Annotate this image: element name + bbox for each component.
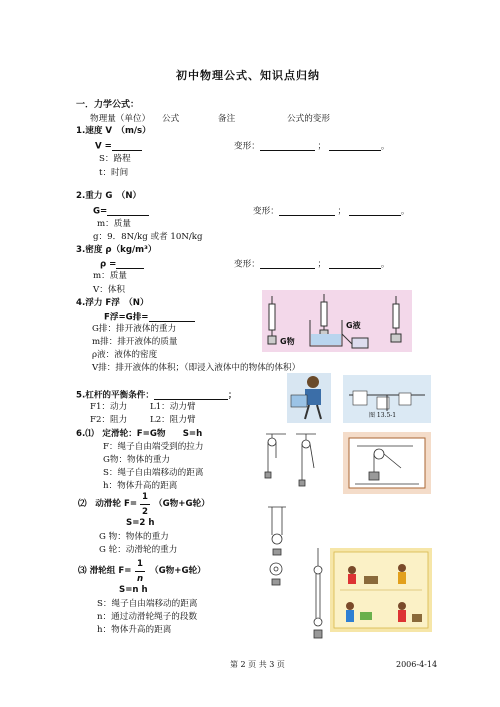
col-formula: 公式 (162, 114, 180, 124)
density-m: m：质量 (93, 271, 127, 281)
pulley-g: G物：物体的重力 (103, 455, 171, 465)
density-title: 3.密度 ρ（kg/m³） (76, 245, 157, 255)
pulley-moving-gw: G 轮：动滑轮的重力 (99, 545, 178, 555)
lever-f1: F1：动力 (90, 402, 128, 412)
buoyancy-rho: ρ液：液体的密度 (92, 350, 158, 360)
speed-variant: 变形： ； 。 (234, 141, 390, 152)
buoyancy-v: V排：排开液体的体积；（即浸入液体中的物体的体积） (92, 363, 301, 373)
pulley-frame-illustration (343, 432, 431, 494)
pulley-moving-fraction: $\frac{1}{2}$ (140, 492, 150, 517)
moving-pulley-figure (262, 505, 292, 587)
lever-l1: L1：动力臂 (150, 402, 196, 412)
gravity-formula: G= (93, 206, 149, 216)
col-note: 备注 (218, 114, 236, 124)
pulley-group-h: h：物体升高的距离 (97, 625, 172, 635)
pulley-h: h：物体升高的距离 (103, 481, 178, 491)
g-liquid-label: G液 (346, 321, 361, 330)
pulley-moving-tail: （G物+G轮） (154, 499, 210, 509)
density-variant: 变形： ； 。 (234, 259, 390, 270)
lever-balance-figure (343, 375, 431, 423)
document-title: 初中物理公式、知识点归纳 (176, 69, 320, 82)
lever-person-figure (287, 373, 331, 423)
buoyancy-formula: F浮=G排= (104, 312, 195, 322)
g-object-label: G物 (280, 337, 295, 346)
pulley-group-fraction: $\frac{1}{n}$ (136, 559, 144, 584)
lever-f2: F2：阻力 (90, 415, 128, 425)
pulley-group-tail: （G物+G轮） (150, 566, 206, 576)
pulley-group-figure (313, 548, 323, 640)
fixed-pulley-illustration (262, 432, 322, 494)
pulley-f: F：绳子自由端受到的拉力 (103, 442, 204, 452)
density-v: V：体积 (93, 285, 125, 295)
page-number: 第 2 页 共 3 页 (230, 660, 285, 669)
speed-s: S：路程 (99, 154, 131, 164)
buoyancy-figure (262, 290, 412, 352)
pulley-group-illustration (313, 548, 323, 640)
pulley-moving-s: S=2 h (126, 518, 155, 528)
gravity-title: 2.重力 G （N） (76, 191, 142, 201)
person-illustration (287, 373, 331, 423)
buoyancy-title: 4.浮力 F浮 （N） (76, 298, 149, 308)
fixed-pulley-figure (262, 432, 322, 494)
pulley-group-scene (330, 548, 432, 632)
pulley-moving-title: ⑵ 动滑轮 F= (78, 499, 138, 509)
pulley-s: S：绳子自由端移动的距离 (103, 468, 204, 478)
gravity-m: m：质量 (97, 219, 131, 229)
density-formula: ρ = (100, 259, 144, 269)
pulley-group-sd: S：绳子自由端移动的距离 (97, 599, 198, 609)
col-quantity: 物理量（单位） (90, 114, 151, 124)
section-heading: 一．力学公式： (76, 100, 140, 110)
lever-figure-caption: 图 13.5-1 (369, 412, 397, 419)
buoyancy-g: G排：排开液体的重力 (92, 324, 177, 334)
document-date: 2006-4-14 (396, 660, 438, 669)
gravity-variant: 变形： ； 。 (253, 206, 410, 217)
lever-l2: L2：阻力臂 (150, 415, 196, 425)
col-variant: 公式的变形 (287, 114, 330, 124)
pulley-group-s: S=n h (119, 585, 148, 595)
pulley-group-title: ⑶ 滑轮组 F= (78, 566, 132, 576)
moving-pulley-illustration (262, 505, 292, 587)
speed-title: 1.速度 V （m/s） (76, 126, 151, 136)
workers-illustration (330, 548, 432, 632)
lever-title: 5.杠杆的平衡条件： ； (76, 390, 237, 401)
gravity-g: g：9．8N/kg 或者 10N/kg (93, 232, 203, 242)
pulley-group-n: n：通过动滑轮绳子的段数 (97, 612, 198, 622)
pulley-fixed-title: 6.⑴ 定滑轮：F=G物 S=h (76, 429, 203, 439)
fixed-pulley-diagram (343, 432, 431, 494)
speed-formula: V = (95, 141, 142, 151)
buoyancy-m: m排：排开液体的质量 (92, 337, 178, 347)
pulley-moving-g: G 物：物体的重力 (99, 532, 169, 542)
speed-t: t：时间 (99, 168, 129, 178)
